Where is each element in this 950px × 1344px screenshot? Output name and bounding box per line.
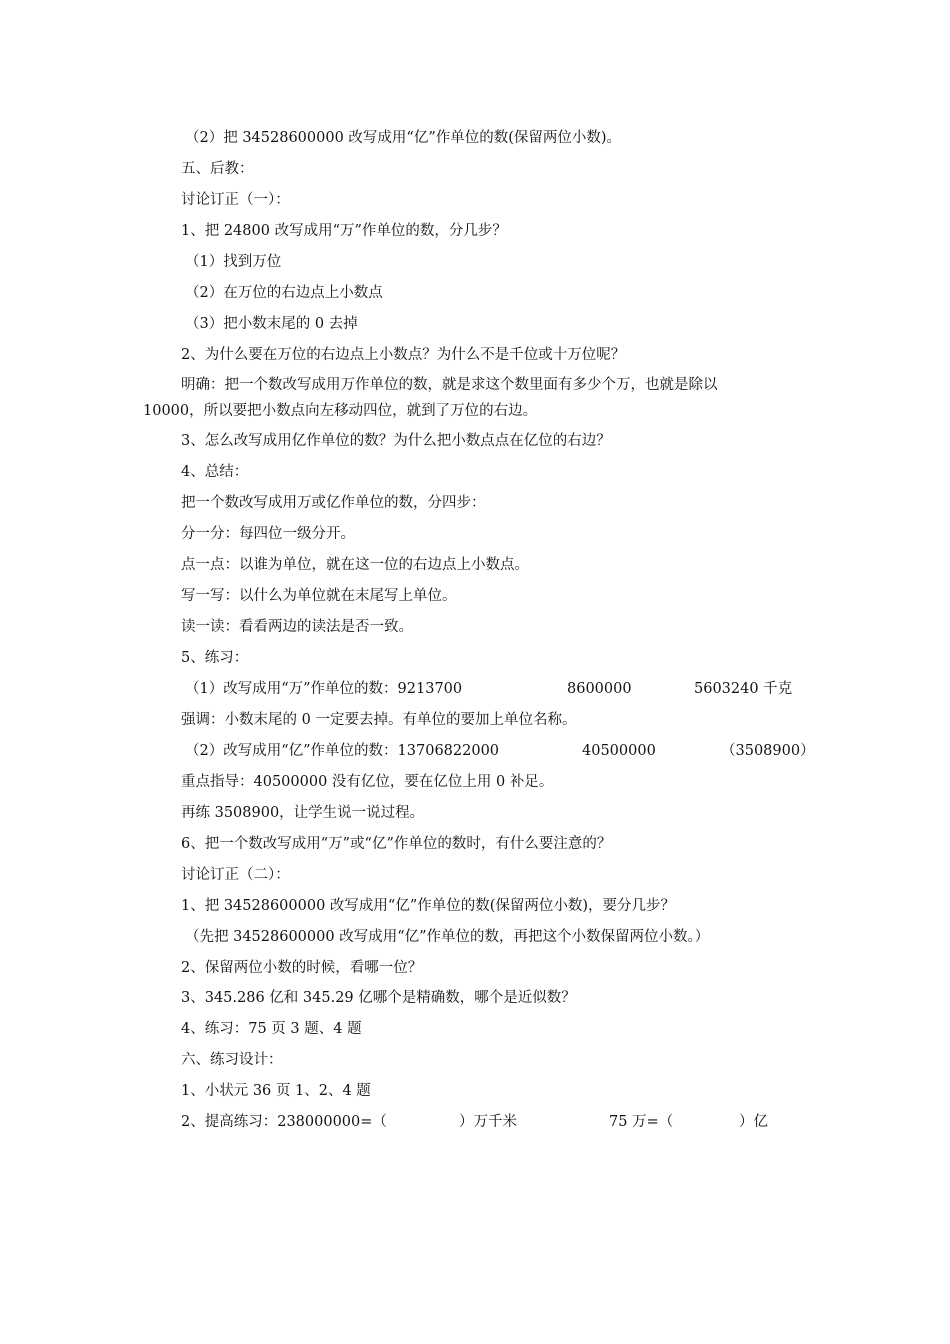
text-line: 1、把 34528600000 改写成用“亿”作单位的数(保留两位小数)，要分几步？ — [181, 898, 676, 914]
text-line: 6、把一个数改写成用“万”或“亿”作单位的数时，有什么要注意的？ — [181, 836, 612, 852]
text-line: 10000，所以要把小数点向左移动四位，就到了万位的右边。 — [143, 403, 538, 419]
section-heading: 六、练习设计： — [181, 1052, 283, 1068]
advanced-practice-unit: ）亿 — [739, 1114, 768, 1130]
text-line: （1）找到万位 — [185, 254, 282, 270]
text-line: （3）把小数末尾的 0 去掉 — [185, 316, 358, 332]
text-line: 1、把 24800 改写成用“万”作单位的数，分几步？ — [181, 223, 507, 239]
text-line: （2）在万位的右边点上小数点 — [185, 285, 383, 301]
text-line: 2、保留两位小数的时候，看哪一位？ — [181, 960, 423, 976]
advanced-practice-label: 2、提高练习：238000000=（ — [181, 1114, 387, 1130]
text-line: 3、345.286 亿和 345.29 亿哪个是精确数，哪个是近似数？ — [181, 990, 576, 1006]
text-line: 强调：小数末尾的 0 一定要去掉。有单位的要加上单位名称。 — [181, 712, 577, 728]
text-line: 把一个数改写成用万或亿作单位的数，分四步： — [181, 495, 486, 511]
advanced-practice-item: 75 万=（ — [609, 1114, 674, 1130]
subsection-heading: 讨论订正（一）： — [181, 192, 290, 208]
section-heading: 五、后教： — [181, 161, 254, 177]
practice-2-item: （3508900） — [721, 743, 815, 759]
text-line: 3、怎么改写成用亿作单位的数？为什么把小数点点在亿位的右边？ — [181, 433, 611, 449]
text-line: 点一点：以谁为单位，就在这一位的右边点上小数点。 — [181, 557, 529, 573]
text-line: 读一读：看看两边的读法是否一致。 — [181, 619, 413, 635]
text-line: 再练 3508900，让学生说一说过程。 — [181, 805, 425, 821]
practice-2-item: 40500000 — [582, 743, 656, 759]
text-line: 2、为什么要在万位的右边点上小数点？为什么不是千位或十万位呢？ — [181, 347, 626, 363]
text-line: （先把 34528600000 改写成用“亿”作单位的数，再把这个小数保留两位小数。） — [185, 929, 710, 945]
text-line: 4、练习：75 页 3 题、4 题 — [181, 1021, 362, 1037]
advanced-practice-unit: ）万千米 — [459, 1114, 517, 1130]
practice-1-label: （1）改写成用“万”作单位的数：9213700 — [185, 681, 463, 697]
text-line: 1、小状元 36 页 1、2、4 题 — [181, 1083, 371, 1099]
text-line: 写一写：以什么为单位就在末尾写上单位。 — [181, 588, 457, 604]
text-line: 分一分：每四位一级分开。 — [181, 526, 355, 542]
text-line: 5、练习： — [181, 650, 249, 666]
text-line: 4、总结： — [181, 464, 249, 480]
text-line: 明确：把一个数改写成用万作单位的数，就是求这个数里面有多少个万，也就是除以 — [181, 377, 718, 393]
text-line: （2）把 34528600000 改写成用“亿”作单位的数(保留两位小数)。 — [185, 130, 622, 146]
practice-1-item: 8600000 — [567, 681, 632, 697]
subsection-heading: 讨论订正（二）： — [181, 867, 290, 883]
practice-1-item: 5603240 千克 — [694, 681, 793, 697]
text-line: 重点指导：40500000 没有亿位，要在亿位上用 0 补足。 — [181, 774, 554, 790]
practice-2-label: （2）改写成用“亿”作单位的数：13706822000 — [185, 743, 500, 759]
